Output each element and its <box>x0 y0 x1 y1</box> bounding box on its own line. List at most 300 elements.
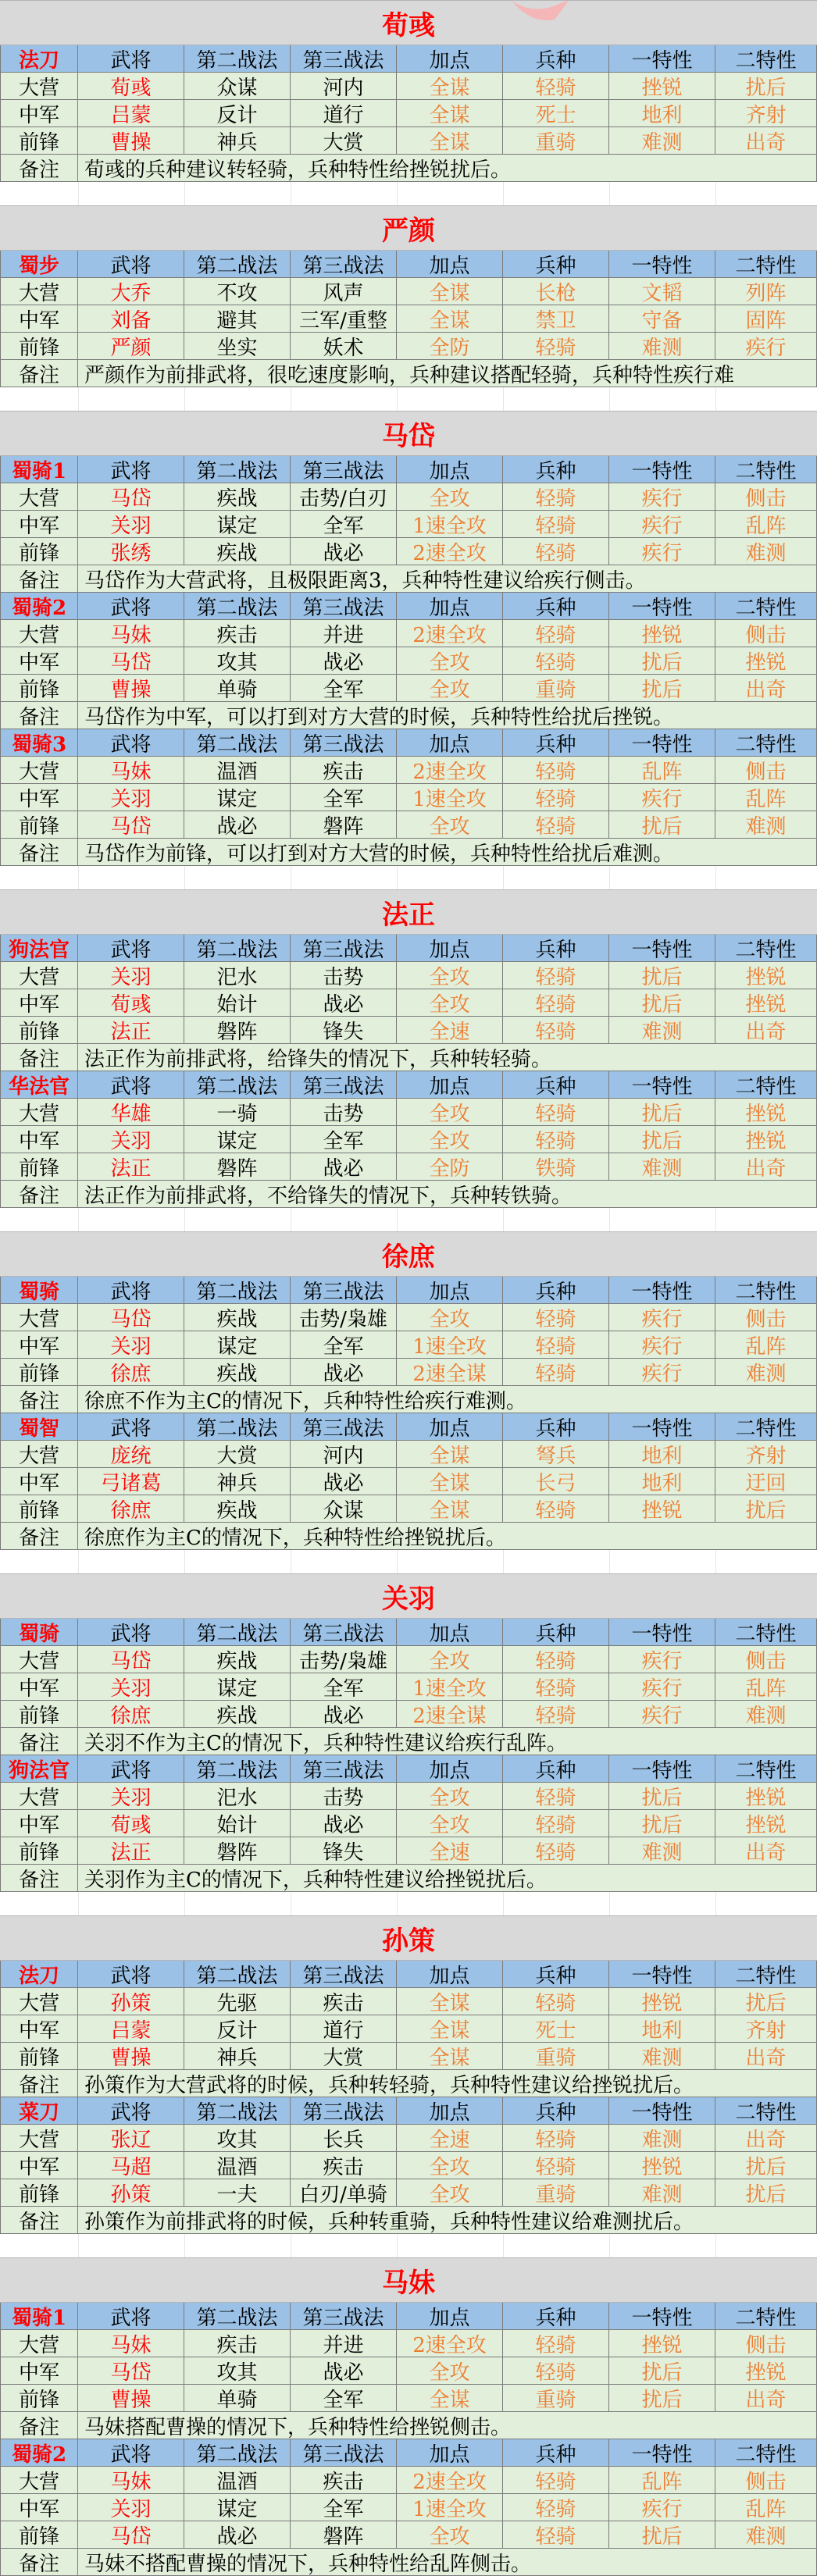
points-cell[interactable]: 全谋 <box>397 127 503 155</box>
trait2-cell[interactable]: 侧击 <box>715 1646 817 1673</box>
points-cell[interactable]: 全防 <box>397 1153 503 1181</box>
tactic3-cell[interactable]: 疾击 <box>291 757 397 784</box>
general-cell[interactable]: 孙策 <box>78 1988 184 2015</box>
tactic3-cell[interactable]: 全军 <box>291 2494 397 2521</box>
column-header[interactable]: 二特性 <box>715 1413 817 1441</box>
trait1-cell[interactable]: 疾行 <box>609 1701 715 1728</box>
column-header[interactable]: 第二战法 <box>184 2097 291 2125</box>
trait1-cell[interactable]: 疾行 <box>609 1673 715 1701</box>
tactic3-cell[interactable]: 击势 <box>291 1783 397 1810</box>
general-cell[interactable]: 马岱 <box>78 483 184 511</box>
unit-cell[interactable]: 死士 <box>503 100 609 127</box>
trait2-cell[interactable]: 难测 <box>715 1701 817 1728</box>
trait1-cell[interactable]: 难测 <box>609 2179 715 2207</box>
tactic2-cell[interactable]: 疾战 <box>184 538 291 565</box>
team-tag[interactable]: 蜀智 <box>0 1413 78 1441</box>
trait1-cell[interactable]: 扰后 <box>609 2385 715 2412</box>
unit-cell[interactable]: 重骑 <box>503 127 609 155</box>
points-cell[interactable]: 全攻 <box>397 675 503 702</box>
position-cell[interactable]: 大营 <box>0 1099 78 1126</box>
position-cell[interactable]: 大营 <box>0 73 78 100</box>
column-header[interactable]: 第二战法 <box>184 1277 291 1304</box>
unit-cell[interactable]: 弩兵 <box>503 1441 609 1468</box>
position-cell[interactable]: 大营 <box>0 1988 78 2015</box>
tactic3-cell[interactable]: 全军 <box>291 1126 397 1153</box>
tactic3-cell[interactable]: 战必 <box>291 1810 397 1837</box>
trait2-cell[interactable]: 疾行 <box>715 333 817 360</box>
unit-cell[interactable]: 轻骑 <box>503 2330 609 2357</box>
column-header[interactable]: 第三战法 <box>291 593 397 620</box>
column-header[interactable]: 武将 <box>78 2439 184 2467</box>
team-tag[interactable]: 蜀骑 <box>0 1277 78 1304</box>
trait2-cell[interactable]: 侧击 <box>715 2330 817 2357</box>
tactic3-cell[interactable]: 战必 <box>291 1153 397 1181</box>
unit-cell[interactable]: 轻骑 <box>503 1701 609 1728</box>
position-cell[interactable]: 中军 <box>0 647 78 675</box>
tactic3-cell[interactable]: 击势/白刃 <box>291 483 397 511</box>
column-header[interactable]: 武将 <box>78 1961 184 1988</box>
note-label[interactable]: 备注 <box>0 1865 78 1892</box>
column-header[interactable]: 兵种 <box>503 2303 609 2330</box>
column-header[interactable]: 武将 <box>78 251 184 278</box>
column-header[interactable]: 二特性 <box>715 935 817 962</box>
position-cell[interactable]: 大营 <box>0 1441 78 1468</box>
team-tag[interactable]: 狗法官 <box>0 935 78 962</box>
tactic2-cell[interactable]: 磐阵 <box>184 1153 291 1181</box>
tactic2-cell[interactable]: 谋定 <box>184 784 291 811</box>
general-cell[interactable]: 徐庶 <box>78 1701 184 1728</box>
tactic3-cell[interactable]: 风声 <box>291 278 397 305</box>
points-cell[interactable]: 全攻 <box>397 483 503 511</box>
trait1-cell[interactable]: 扰后 <box>609 811 715 839</box>
tactic2-cell[interactable]: 始计 <box>184 989 291 1017</box>
position-cell[interactable]: 大营 <box>0 620 78 647</box>
tactic3-cell[interactable]: 三军/重整 <box>291 305 397 333</box>
column-header[interactable]: 第三战法 <box>291 2303 397 2330</box>
points-cell[interactable]: 全攻 <box>397 1304 503 1331</box>
trait1-cell[interactable]: 疾行 <box>609 1304 715 1331</box>
trait1-cell[interactable]: 疾行 <box>609 2494 715 2521</box>
column-header[interactable]: 武将 <box>78 593 184 620</box>
tactic2-cell[interactable]: 磐阵 <box>184 1017 291 1044</box>
trait1-cell[interactable]: 挫锐 <box>609 1495 715 1523</box>
points-cell[interactable]: 全攻 <box>397 647 503 675</box>
trait1-cell[interactable]: 乱阵 <box>609 2467 715 2494</box>
tactic3-cell[interactable]: 白刃/单骑 <box>291 2179 397 2207</box>
tactic3-cell[interactable]: 并进 <box>291 620 397 647</box>
trait1-cell[interactable]: 难测 <box>609 1017 715 1044</box>
general-cell[interactable]: 马岱 <box>78 2521 184 2549</box>
trait2-cell[interactable]: 难测 <box>715 1359 817 1386</box>
column-header[interactable]: 第二战法 <box>184 1413 291 1441</box>
tactic3-cell[interactable]: 全军 <box>291 2385 397 2412</box>
team-tag[interactable]: 华法官 <box>0 1071 78 1099</box>
tactic2-cell[interactable]: 磐阵 <box>184 1837 291 1865</box>
tactic2-cell[interactable]: 谋定 <box>184 1126 291 1153</box>
points-cell[interactable]: 全谋 <box>397 1468 503 1495</box>
unit-cell[interactable]: 重骑 <box>503 2179 609 2207</box>
trait1-cell[interactable]: 疾行 <box>609 1331 715 1359</box>
trait1-cell[interactable]: 扰后 <box>609 1126 715 1153</box>
note-text[interactable]: 严颜作为前排武将，很吃速度影响，兵种建议搭配轻骑，兵种特性疾行难 <box>78 360 817 387</box>
general-cell[interactable]: 法正 <box>78 1837 184 1865</box>
points-cell[interactable]: 1速全攻 <box>397 1331 503 1359</box>
column-header[interactable]: 一特性 <box>609 1961 715 1988</box>
column-header[interactable]: 第三战法 <box>291 1277 397 1304</box>
trait2-cell[interactable]: 扰后 <box>715 1988 817 2015</box>
note-label[interactable]: 备注 <box>0 702 78 729</box>
column-header[interactable]: 一特性 <box>609 1071 715 1099</box>
column-header[interactable]: 一特性 <box>609 251 715 278</box>
trait2-cell[interactable]: 扰后 <box>715 2179 817 2207</box>
general-cell[interactable]: 张辽 <box>78 2125 184 2152</box>
points-cell[interactable]: 2速全攻 <box>397 620 503 647</box>
tactic2-cell[interactable]: 疾战 <box>184 483 291 511</box>
trait2-cell[interactable]: 乱阵 <box>715 1331 817 1359</box>
column-header[interactable]: 第三战法 <box>291 1755 397 1783</box>
trait2-cell[interactable]: 挫锐 <box>715 647 817 675</box>
column-header[interactable]: 加点 <box>397 1755 503 1783</box>
column-header[interactable]: 第三战法 <box>291 1413 397 1441</box>
general-cell[interactable]: 曹操 <box>78 675 184 702</box>
note-label[interactable]: 备注 <box>0 1386 78 1413</box>
note-text[interactable]: 马妹搭配曹操的情况下，兵种特性给挫锐侧击。 <box>78 2412 817 2439</box>
position-cell[interactable]: 前锋 <box>0 333 78 360</box>
column-header[interactable]: 二特性 <box>715 2097 817 2125</box>
position-cell[interactable]: 中军 <box>0 100 78 127</box>
trait1-cell[interactable]: 挫锐 <box>609 1988 715 2015</box>
column-header[interactable]: 一特性 <box>609 45 715 73</box>
position-cell[interactable]: 前锋 <box>0 1359 78 1386</box>
trait1-cell[interactable]: 扰后 <box>609 1099 715 1126</box>
note-label[interactable]: 备注 <box>0 155 78 182</box>
column-header[interactable]: 兵种 <box>503 593 609 620</box>
unit-cell[interactable]: 轻骑 <box>503 73 609 100</box>
tactic2-cell[interactable]: 汜水 <box>184 1783 291 1810</box>
column-header[interactable]: 第三战法 <box>291 2097 397 2125</box>
general-cell[interactable]: 荀彧 <box>78 1810 184 1837</box>
tactic2-cell[interactable]: 攻其 <box>184 2125 291 2152</box>
column-header[interactable]: 加点 <box>397 593 503 620</box>
unit-cell[interactable]: 轻骑 <box>503 962 609 989</box>
note-text[interactable]: 孙策作为大营武将的时候，兵种转轻骑，兵种特性建议给挫锐扰后。 <box>78 2070 817 2097</box>
general-cell[interactable]: 关羽 <box>78 1126 184 1153</box>
general-cell[interactable]: 马妹 <box>78 620 184 647</box>
unit-cell[interactable]: 轻骑 <box>503 757 609 784</box>
column-header[interactable]: 兵种 <box>503 729 609 757</box>
trait1-cell[interactable]: 守备 <box>609 305 715 333</box>
position-cell[interactable]: 中军 <box>0 2357 78 2385</box>
trait1-cell[interactable]: 挫锐 <box>609 2330 715 2357</box>
trait2-cell[interactable]: 迂回 <box>715 1468 817 1495</box>
trait1-cell[interactable]: 疾行 <box>609 784 715 811</box>
column-header[interactable]: 一特性 <box>609 1277 715 1304</box>
column-header[interactable]: 第二战法 <box>184 456 291 483</box>
trait1-cell[interactable]: 难测 <box>609 2043 715 2070</box>
points-cell[interactable]: 2速全攻 <box>397 538 503 565</box>
tactic2-cell[interactable]: 一骑 <box>184 1099 291 1126</box>
points-cell[interactable]: 全攻 <box>397 1810 503 1837</box>
tactic3-cell[interactable]: 长兵 <box>291 2125 397 2152</box>
trait2-cell[interactable]: 挫锐 <box>715 1810 817 1837</box>
unit-cell[interactable]: 轻骑 <box>503 1988 609 2015</box>
points-cell[interactable]: 全攻 <box>397 989 503 1017</box>
unit-cell[interactable]: 轻骑 <box>503 647 609 675</box>
note-text[interactable]: 徐庶不作为主C的情况下，兵种特性给疾行难测。 <box>78 1386 817 1413</box>
general-cell[interactable]: 吕蒙 <box>78 2015 184 2043</box>
trait1-cell[interactable]: 难测 <box>609 1153 715 1181</box>
team-tag[interactable]: 蜀骑1 <box>0 456 78 483</box>
position-cell[interactable]: 前锋 <box>0 1153 78 1181</box>
tactic2-cell[interactable]: 温酒 <box>184 757 291 784</box>
trait2-cell[interactable]: 齐射 <box>715 2015 817 2043</box>
note-label[interactable]: 备注 <box>0 2412 78 2439</box>
unit-cell[interactable]: 死士 <box>503 2015 609 2043</box>
column-header[interactable]: 第三战法 <box>291 1619 397 1646</box>
team-tag[interactable]: 蜀骑 <box>0 1619 78 1646</box>
general-cell[interactable]: 曹操 <box>78 127 184 155</box>
points-cell[interactable]: 2速全攻 <box>397 757 503 784</box>
tactic3-cell[interactable]: 战必 <box>291 2357 397 2385</box>
points-cell[interactable]: 全攻 <box>397 2152 503 2179</box>
trait1-cell[interactable]: 疾行 <box>609 1359 715 1386</box>
tactic2-cell[interactable]: 神兵 <box>184 1468 291 1495</box>
tactic3-cell[interactable]: 磐阵 <box>291 811 397 839</box>
column-header[interactable]: 第二战法 <box>184 2439 291 2467</box>
tactic2-cell[interactable]: 战必 <box>184 811 291 839</box>
position-cell[interactable]: 中军 <box>0 511 78 538</box>
general-cell[interactable]: 荀彧 <box>78 73 184 100</box>
general-cell[interactable]: 马岱 <box>78 811 184 839</box>
team-tag[interactable]: 蜀骑2 <box>0 2439 78 2467</box>
points-cell[interactable]: 2速全攻 <box>397 2467 503 2494</box>
trait1-cell[interactable]: 挫锐 <box>609 73 715 100</box>
unit-cell[interactable]: 轻骑 <box>503 1810 609 1837</box>
column-header[interactable]: 武将 <box>78 2303 184 2330</box>
trait2-cell[interactable]: 难测 <box>715 538 817 565</box>
note-text[interactable]: 马岱作为前锋，可以打到对方大营的时候，兵种特性给扰后难测。 <box>78 839 817 866</box>
tactic3-cell[interactable]: 疾击 <box>291 1988 397 2015</box>
general-cell[interactable]: 孙策 <box>78 2179 184 2207</box>
general-cell[interactable]: 法正 <box>78 1017 184 1044</box>
tactic3-cell[interactable]: 河内 <box>291 1441 397 1468</box>
trait2-cell[interactable]: 乱阵 <box>715 1673 817 1701</box>
column-header[interactable]: 第二战法 <box>184 45 291 73</box>
general-cell[interactable]: 马超 <box>78 2152 184 2179</box>
unit-cell[interactable]: 禁卫 <box>503 305 609 333</box>
column-header[interactable]: 武将 <box>78 935 184 962</box>
tactic3-cell[interactable]: 战必 <box>291 538 397 565</box>
trait2-cell[interactable]: 出奇 <box>715 675 817 702</box>
trait1-cell[interactable]: 扰后 <box>609 1810 715 1837</box>
unit-cell[interactable]: 轻骑 <box>503 1099 609 1126</box>
tactic2-cell[interactable]: 始计 <box>184 1810 291 1837</box>
note-text[interactable]: 马妹不搭配曹操的情况下，兵种特性给乱阵侧击。 <box>78 2549 817 2576</box>
note-label[interactable]: 备注 <box>0 1181 78 1208</box>
trait2-cell[interactable]: 出奇 <box>715 127 817 155</box>
column-header[interactable]: 第二战法 <box>184 593 291 620</box>
position-cell[interactable]: 中军 <box>0 1331 78 1359</box>
column-header[interactable]: 第三战法 <box>291 251 397 278</box>
trait2-cell[interactable]: 挫锐 <box>715 962 817 989</box>
position-cell[interactable]: 中军 <box>0 2015 78 2043</box>
points-cell[interactable]: 全攻 <box>397 2179 503 2207</box>
trait1-cell[interactable]: 扰后 <box>609 647 715 675</box>
column-header[interactable]: 加点 <box>397 1277 503 1304</box>
column-header[interactable]: 第二战法 <box>184 1619 291 1646</box>
note-label[interactable]: 备注 <box>0 360 78 387</box>
tactic3-cell[interactable]: 磐阵 <box>291 2521 397 2549</box>
position-cell[interactable]: 前锋 <box>0 1837 78 1865</box>
points-cell[interactable]: 全谋 <box>397 1495 503 1523</box>
general-cell[interactable]: 关羽 <box>78 511 184 538</box>
points-cell[interactable]: 全谋 <box>397 2385 503 2412</box>
position-cell[interactable]: 前锋 <box>0 1701 78 1728</box>
unit-cell[interactable]: 轻骑 <box>503 2521 609 2549</box>
position-cell[interactable]: 大营 <box>0 962 78 989</box>
position-cell[interactable]: 中军 <box>0 1126 78 1153</box>
column-header[interactable]: 兵种 <box>503 935 609 962</box>
tactic3-cell[interactable]: 全军 <box>291 1673 397 1701</box>
column-header[interactable]: 兵种 <box>503 251 609 278</box>
note-text[interactable]: 荀彧的兵种建议转轻骑，兵种特性给挫锐扰后。 <box>78 155 817 182</box>
column-header[interactable]: 二特性 <box>715 593 817 620</box>
unit-cell[interactable]: 轻骑 <box>503 2125 609 2152</box>
column-header[interactable]: 二特性 <box>715 251 817 278</box>
unit-cell[interactable]: 轻骑 <box>503 811 609 839</box>
tactic3-cell[interactable]: 战必 <box>291 1468 397 1495</box>
tactic3-cell[interactable]: 全军 <box>291 511 397 538</box>
column-header[interactable]: 二特性 <box>715 456 817 483</box>
unit-cell[interactable]: 轻骑 <box>503 2152 609 2179</box>
general-cell[interactable]: 吕蒙 <box>78 100 184 127</box>
column-header[interactable]: 第三战法 <box>291 729 397 757</box>
tactic2-cell[interactable]: 单骑 <box>184 2385 291 2412</box>
position-cell[interactable]: 前锋 <box>0 2043 78 2070</box>
points-cell[interactable]: 1速全攻 <box>397 1673 503 1701</box>
trait1-cell[interactable]: 难测 <box>609 2125 715 2152</box>
points-cell[interactable]: 全谋 <box>397 2015 503 2043</box>
column-header[interactable]: 一特性 <box>609 935 715 962</box>
column-header[interactable]: 二特性 <box>715 1961 817 1988</box>
tactic3-cell[interactable]: 锋失 <box>291 1017 397 1044</box>
team-tag[interactable]: 菜刀 <box>0 2097 78 2125</box>
trait1-cell[interactable]: 扰后 <box>609 2357 715 2385</box>
column-header[interactable]: 二特性 <box>715 2303 817 2330</box>
column-header[interactable]: 武将 <box>78 1413 184 1441</box>
tactic2-cell[interactable]: 疾战 <box>184 1495 291 1523</box>
column-header[interactable]: 加点 <box>397 1961 503 1988</box>
column-header[interactable]: 加点 <box>397 935 503 962</box>
column-header[interactable]: 加点 <box>397 1071 503 1099</box>
note-label[interactable]: 备注 <box>0 565 78 593</box>
note-label[interactable]: 备注 <box>0 839 78 866</box>
trait2-cell[interactable]: 侧击 <box>715 483 817 511</box>
trait2-cell[interactable]: 出奇 <box>715 1017 817 1044</box>
points-cell[interactable]: 全谋 <box>397 1988 503 2015</box>
trait1-cell[interactable]: 地利 <box>609 1441 715 1468</box>
tactic3-cell[interactable]: 击势 <box>291 1099 397 1126</box>
trait1-cell[interactable]: 疾行 <box>609 483 715 511</box>
unit-cell[interactable]: 轻骑 <box>503 989 609 1017</box>
general-cell[interactable]: 马妹 <box>78 2467 184 2494</box>
trait2-cell[interactable]: 扰后 <box>715 2152 817 2179</box>
unit-cell[interactable]: 轻骑 <box>503 1017 609 1044</box>
points-cell[interactable]: 全防 <box>397 333 503 360</box>
unit-cell[interactable]: 轻骑 <box>503 620 609 647</box>
team-tag[interactable]: 狗法官 <box>0 1755 78 1783</box>
note-label[interactable]: 备注 <box>0 1523 78 1550</box>
column-header[interactable]: 加点 <box>397 2097 503 2125</box>
unit-cell[interactable]: 轻骑 <box>503 1126 609 1153</box>
tactic2-cell[interactable]: 谋定 <box>184 2494 291 2521</box>
points-cell[interactable]: 全攻 <box>397 962 503 989</box>
column-header[interactable]: 武将 <box>78 1755 184 1783</box>
position-cell[interactable]: 大营 <box>0 2330 78 2357</box>
column-header[interactable]: 第二战法 <box>184 1755 291 1783</box>
unit-cell[interactable]: 轻骑 <box>503 1646 609 1673</box>
points-cell[interactable]: 全攻 <box>397 2521 503 2549</box>
position-cell[interactable]: 大营 <box>0 2467 78 2494</box>
trait1-cell[interactable]: 疾行 <box>609 511 715 538</box>
unit-cell[interactable]: 轻骑 <box>503 784 609 811</box>
unit-cell[interactable]: 轻骑 <box>503 1331 609 1359</box>
column-header[interactable]: 一特性 <box>609 593 715 620</box>
column-header[interactable]: 武将 <box>78 1071 184 1099</box>
trait2-cell[interactable]: 挫锐 <box>715 2357 817 2385</box>
tactic3-cell[interactable]: 大赏 <box>291 2043 397 2070</box>
points-cell[interactable]: 2速全攻 <box>397 2330 503 2357</box>
column-header[interactable]: 武将 <box>78 456 184 483</box>
general-cell[interactable]: 弓诸葛 <box>78 1468 184 1495</box>
points-cell[interactable]: 全攻 <box>397 1646 503 1673</box>
points-cell[interactable]: 全攻 <box>397 1099 503 1126</box>
tactic2-cell[interactable]: 攻其 <box>184 2357 291 2385</box>
unit-cell[interactable]: 重骑 <box>503 2043 609 2070</box>
tactic3-cell[interactable]: 击势/枭雄 <box>291 1304 397 1331</box>
trait2-cell[interactable]: 侧击 <box>715 2467 817 2494</box>
general-cell[interactable]: 关羽 <box>78 2494 184 2521</box>
trait2-cell[interactable]: 列阵 <box>715 278 817 305</box>
team-tag[interactable]: 法刀 <box>0 45 78 73</box>
general-cell[interactable]: 法正 <box>78 1153 184 1181</box>
note-text[interactable]: 马岱作为中军，可以打到对方大营的时候，兵种特性给扰后挫锐。 <box>78 702 817 729</box>
column-header[interactable]: 武将 <box>78 1277 184 1304</box>
column-header[interactable]: 第三战法 <box>291 456 397 483</box>
points-cell[interactable]: 全谋 <box>397 2043 503 2070</box>
position-cell[interactable]: 大营 <box>0 483 78 511</box>
trait2-cell[interactable]: 出奇 <box>715 1837 817 1865</box>
unit-cell[interactable]: 轻骑 <box>503 1673 609 1701</box>
column-header[interactable]: 一特性 <box>609 1619 715 1646</box>
column-header[interactable]: 二特性 <box>715 1755 817 1783</box>
tactic2-cell[interactable]: 神兵 <box>184 127 291 155</box>
column-header[interactable]: 加点 <box>397 729 503 757</box>
column-header[interactable]: 兵种 <box>503 1755 609 1783</box>
trait1-cell[interactable]: 文韬 <box>609 278 715 305</box>
trait1-cell[interactable]: 地利 <box>609 100 715 127</box>
trait1-cell[interactable]: 扰后 <box>609 675 715 702</box>
points-cell[interactable]: 1速全攻 <box>397 2494 503 2521</box>
trait1-cell[interactable]: 挫锐 <box>609 620 715 647</box>
note-text[interactable]: 关羽不作为主C的情况下，兵种特性建议给疾行乱阵。 <box>78 1728 817 1755</box>
column-header[interactable]: 兵种 <box>503 1071 609 1099</box>
tactic3-cell[interactable]: 战必 <box>291 989 397 1017</box>
tactic2-cell[interactable]: 疾战 <box>184 1359 291 1386</box>
column-header[interactable]: 兵种 <box>503 2439 609 2467</box>
tactic2-cell[interactable]: 攻其 <box>184 647 291 675</box>
column-header[interactable]: 一特性 <box>609 2097 715 2125</box>
